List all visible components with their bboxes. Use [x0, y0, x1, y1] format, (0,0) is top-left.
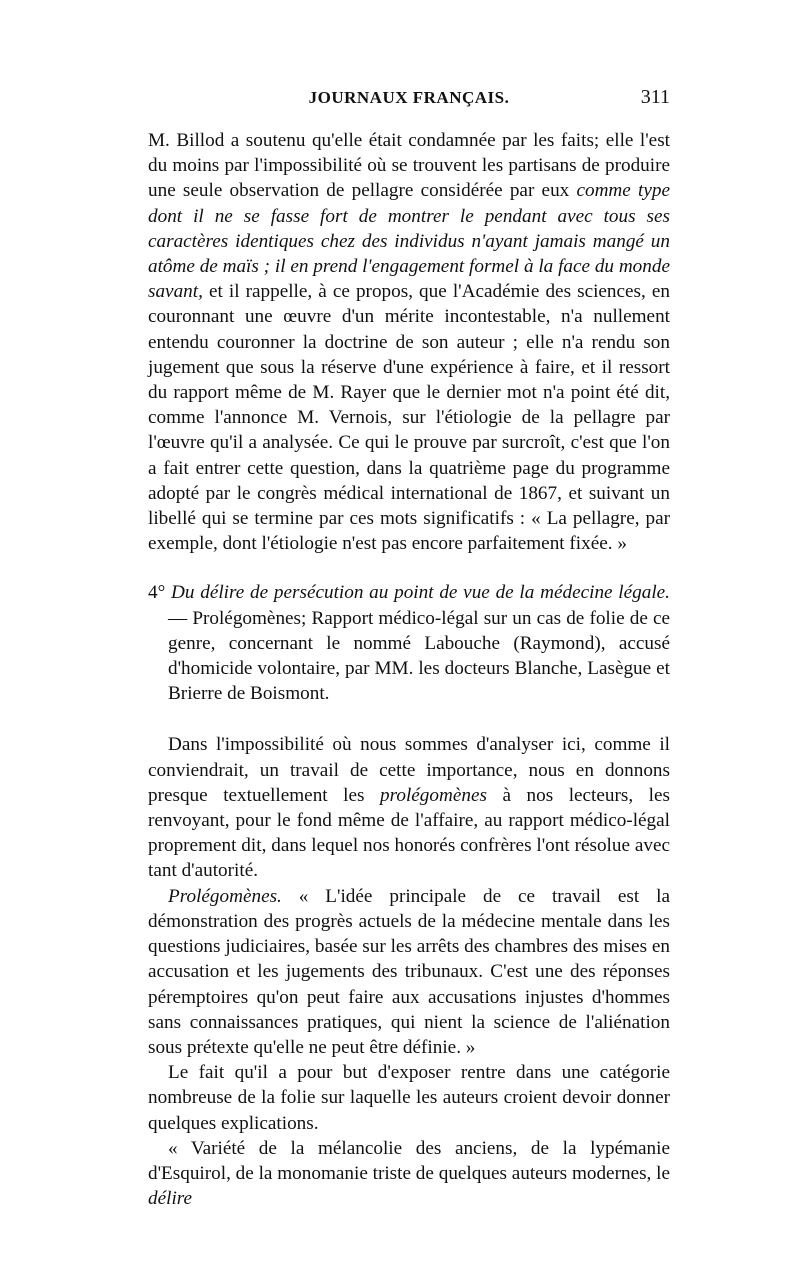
paragraph-variete — [148, 1136, 670, 1212]
body-text — [148, 128, 670, 1211]
italic-run: délire — [148, 1188, 193, 1210]
text-run: « Variété de la mélancolie des anciens, de la lypémanie d'Esquirol, de la monomanie triste de quelques auteurs modernes, le — [148, 1137, 670, 1184]
text-run: et il rappelle, à ce propos, que l'Académie des sciences, en couronnant une œuvre d'un mérite incontestable, n'a nullement entendu couronner la doctrine de son auteur ; elle n'a rendu son jugement que sous la réserve d'une expérience à faire, et il ressort du rapport même de M. Rayer que le dernier mot n'a point été dit, comme l'annonce M. Vernois, sur l'étiologie de la pellagre par l'œuvre qu'il a analysée. Ce qui le prouve par surcroît, c'est que l'on a fait entrer cette question, dans la quatrième page du programme adopté par le congrès médical international de 1867, et suivant un libellé qui se termine par ces mots significatifs : « La pellagre, par exemple, dont l'étiologie n'est pas encore parfaitement fixée. » — [148, 281, 670, 555]
text-run: Dans l'impossibilité où nous sommes d'analyser ici, comme il conviendrait, un travail de cette importance, nous en donnons presque textuellement les — [148, 734, 670, 806]
text-run: Le fait qu'il a pour but d'exposer rentre dans une catégorie nombreuse de la folie sur laquelle les auteurs croient devoir donner quelques explications. — [148, 1062, 670, 1134]
text-run: « L'idée principale de ce travail est la démonstration des progrès actuels de la médecine mentale dans les questions judiciaires, basée sur les arrêts des chambres des mises en accusation et les jugements des tribunaux. C'est une des réponses péremptoires qu'on peut faire aux accusations injustes d'hommes sans connaissances pratiques, qui nient la science de l'aliénation sous prétexte qu'elle ne peut être définie. » — [148, 885, 670, 1058]
running-head — [148, 88, 670, 118]
paragraph-item-4 — [148, 580, 670, 706]
text-run: — Prolégomènes; Rapport médico-légal sur un cas de folie de ce genre, concernant le nommé Labouche (Raymond), accusé d'homicide volontaire, par MM. les docteurs Blanche, Lasègue et Brierre de Boismont. — [168, 607, 670, 705]
page-number: 311 — [640, 86, 670, 108]
text-run: à nos lecteurs, les renvoyant, pour le fond même de l'affaire, au rapport médico-légal proprement dit, dans lequel nos honorés confrères l'ont résolue avec tant d'autorité. — [148, 784, 670, 882]
item-title: Du délire de persécution au point de vue de la médecine légale. — [171, 582, 670, 604]
paragraph-fait — [148, 1060, 670, 1136]
italic-run: Prolégomènes. — [168, 885, 282, 907]
italic-run: prolégomènes — [380, 784, 487, 806]
italic-run: comme type dont il ne se fasse fort de montrer le pendant avec tous ses caractères identiques chez des individus n'ayant jamais mangé un atôme de maïs ; il en prend l'engagement formel à la face du monde savant, — [148, 180, 670, 303]
item-number: 4° — [148, 582, 172, 604]
text-run: M. Billod a soutenu qu'elle était condamnée par les faits; elle l'est du moins par l'impossibilité où se trouvent les partisans de produire une seule observation de pellagre considérée par eux — [148, 130, 670, 202]
paragraph-prolegomenes — [148, 884, 670, 1060]
running-title: JOURNAUX FRANÇAIS. — [308, 88, 510, 107]
paragraph-pellagre — [148, 128, 670, 556]
paragraph-intro — [148, 732, 670, 883]
